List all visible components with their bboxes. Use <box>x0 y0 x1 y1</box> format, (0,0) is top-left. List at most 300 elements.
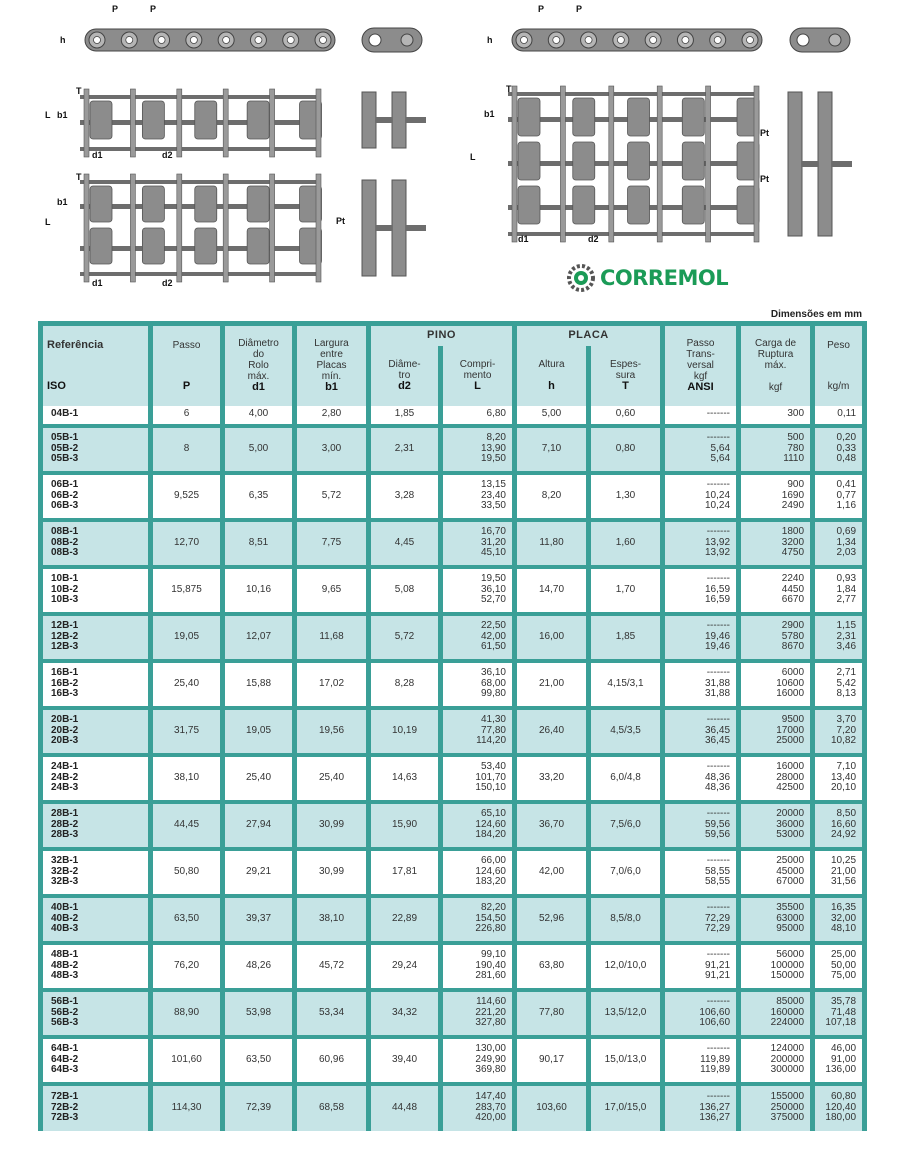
cell-pino-comprimento-line: 68,00 <box>480 677 506 689</box>
cell-carga-line: 160000 <box>770 1006 805 1018</box>
cell-pino-comprimento-line: 6,80 <box>486 408 506 420</box>
cell-passo-transversal-line: ------- <box>706 408 731 420</box>
pin <box>223 89 228 157</box>
cell-passo-transversal-line: ------- <box>706 761 731 773</box>
cell-pino-comprimento-line: 114,60 <box>476 996 506 1008</box>
cell-peso <box>813 614 865 661</box>
cell-peso-line: 0,93 <box>836 573 857 585</box>
roller-block <box>682 142 704 180</box>
cell-referencia <box>41 473 151 520</box>
cell-carga-line: 16000 <box>776 688 805 700</box>
cell-passo-transversal-line: ------- <box>706 855 731 867</box>
cell-passo-transversal-line: 10,24 <box>704 500 731 512</box>
cell-passo-transversal-line: 10,24 <box>704 489 731 501</box>
cell-carga-line: 95000 <box>776 923 805 935</box>
label-t: T <box>506 84 512 94</box>
table-row <box>41 708 865 755</box>
cell-peso-line: 0,77 <box>836 489 857 501</box>
chain-pin-hole <box>320 37 327 44</box>
cell-pino-diametro: 14,63 <box>369 755 441 802</box>
cell-peso-line: 2,77 <box>836 594 857 606</box>
header-ansi-sym: ANSI <box>687 381 714 394</box>
cell-pino-comprimento-line: 19,50 <box>480 573 506 585</box>
cell-pino-diametro: 44,48 <box>369 1084 441 1131</box>
cell-pino-comprimento-line: 147,40 <box>475 1091 506 1103</box>
cell-referencia-line: 72B-1 <box>51 1091 79 1103</box>
cell-pino-comprimento <box>441 708 515 755</box>
header-d1-sym: d1 <box>252 381 265 394</box>
cell-passo-transversal <box>663 896 739 943</box>
cell-pino-comprimento-line: 16,70 <box>480 526 506 538</box>
end-pin <box>832 161 852 167</box>
cell-largura: 5,72 <box>295 473 369 520</box>
header-passo-label: Passo <box>172 339 201 351</box>
cell-referencia-line: 16B-2 <box>51 677 79 689</box>
cell-pino-comprimento-line: 41,30 <box>480 714 506 726</box>
chain-pin-hole <box>126 37 133 44</box>
pin <box>177 89 182 157</box>
cell-pino-comprimento-line: 130,00 <box>475 1043 506 1055</box>
roller-block <box>573 186 595 224</box>
header-diametro-rolo-label <box>229 338 288 382</box>
cell-carga-line: 45000 <box>776 865 805 877</box>
cell-placa-altura: 36,70 <box>515 802 589 849</box>
header-line: Rolo <box>248 360 269 372</box>
cell-referencia <box>41 614 151 661</box>
logo-text: CORREMOL <box>600 266 729 290</box>
cell-peso-line: 180,00 <box>825 1112 857 1124</box>
label-pt: Pt <box>760 174 769 184</box>
cell-referencia <box>41 520 151 567</box>
cell-placa-altura: 26,40 <box>515 708 589 755</box>
label-h: h <box>60 35 66 45</box>
cell-placa-altura: 21,00 <box>515 661 589 708</box>
cell-peso-line: 136,00 <box>825 1064 857 1076</box>
cell-pino-comprimento <box>441 520 515 567</box>
cell-carga-line: 224000 <box>770 1017 805 1029</box>
pin <box>270 89 275 157</box>
cell-peso <box>813 802 865 849</box>
cell-diametro-rolo: 19,05 <box>223 708 295 755</box>
cell-carga-line: 900 <box>787 479 805 491</box>
cell-referencia-line: 28B-1 <box>51 808 79 820</box>
cell-passo-transversal-line: 19,46 <box>704 641 731 653</box>
cell-peso-line: 20,10 <box>830 782 857 794</box>
cell-referencia-line: 08B-3 <box>51 547 79 559</box>
roller-block <box>90 101 112 139</box>
label-p: P <box>576 4 583 14</box>
chain-end-hole <box>829 34 841 46</box>
cell-diametro-rolo: 4,00 <box>223 406 295 426</box>
cell-pino-comprimento-line: 150,10 <box>475 782 506 794</box>
cell-passo-transversal <box>663 849 739 896</box>
roller-block <box>518 98 540 136</box>
roller-block <box>195 101 217 139</box>
cell-passo-transversal <box>663 567 739 614</box>
cell-passo: 76,20 <box>151 943 223 990</box>
header-T-sym: T <box>622 380 629 392</box>
table-row <box>41 567 865 614</box>
cell-carga-line: 200000 <box>770 1053 805 1065</box>
cell-peso-line: 0,20 <box>836 432 857 444</box>
header-pino-comprimento <box>441 346 515 406</box>
cell-peso <box>813 1037 865 1084</box>
plate-edge <box>80 147 320 151</box>
units-note: Dimensões em mm <box>770 309 862 320</box>
cell-carga <box>739 661 813 708</box>
cell-pino-comprimento-line: 99,10 <box>480 949 506 961</box>
cell-passo-transversal-line: 19,46 <box>704 630 731 642</box>
cell-passo-transversal <box>663 708 739 755</box>
cell-referencia-line: 12B-3 <box>51 641 79 653</box>
header-line: tro <box>398 370 411 381</box>
cell-pino-comprimento-line: 190,40 <box>475 959 506 971</box>
cell-referencia-line: 04B-1 <box>51 408 79 420</box>
cell-passo-transversal-line: 106,60 <box>699 1006 731 1018</box>
cell-passo: 8 <box>151 426 223 473</box>
cell-referencia-line: 12B-1 <box>51 620 79 632</box>
cell-passo-transversal-line: ------- <box>706 526 731 538</box>
roller-block <box>90 186 112 222</box>
label-l: L <box>470 152 476 162</box>
cell-carga-line: 53000 <box>776 829 805 841</box>
cell-passo: 88,90 <box>151 990 223 1037</box>
header-largura <box>295 324 369 406</box>
cell-passo-transversal-line: 5,64 <box>710 442 731 454</box>
cell-largura: 19,56 <box>295 708 369 755</box>
cell-carga-line: 150000 <box>770 970 805 982</box>
header-line: Passo <box>686 338 715 350</box>
end-plate <box>362 180 376 276</box>
cell-passo-transversal-line: 13,92 <box>704 547 731 559</box>
cell-passo: 114,30 <box>151 1084 223 1131</box>
cell-peso-line: 16,60 <box>830 818 857 830</box>
cell-referencia-line: 10B-3 <box>51 594 79 606</box>
cell-passo-transversal <box>663 802 739 849</box>
cell-referencia-line: 32B-1 <box>51 855 79 867</box>
cell-peso-line: 1,16 <box>836 500 857 512</box>
cell-placa-espessura: 1,30 <box>589 473 663 520</box>
cell-peso <box>813 896 865 943</box>
chain-pin-hole <box>190 37 197 44</box>
cell-passo-transversal-line: ------- <box>706 949 731 961</box>
cell-pino-comprimento-line: 53,40 <box>480 761 506 773</box>
pin <box>177 174 182 282</box>
table-row <box>41 1037 865 1084</box>
cell-carga <box>739 567 813 614</box>
table-row <box>41 990 865 1037</box>
cell-placa-espessura: 0,80 <box>589 426 663 473</box>
cell-referencia-line: 05B-2 <box>51 442 79 454</box>
cell-pino-comprimento <box>441 943 515 990</box>
cell-placa-espessura: 4,15/3,1 <box>589 661 663 708</box>
cell-passo: 15,875 <box>151 567 223 614</box>
cell-referencia-line: 32B-3 <box>51 876 79 888</box>
cell-carga-line: 36000 <box>776 818 805 830</box>
header-ref-iso: ISO <box>47 379 66 392</box>
chain-spec-table <box>38 321 867 1131</box>
end-plate <box>392 180 406 276</box>
cell-peso-line: 60,80 <box>830 1091 857 1103</box>
cell-referencia <box>41 1037 151 1084</box>
cell-referencia-line: 56B-2 <box>51 1006 79 1018</box>
cell-pino-comprimento-line: 99,80 <box>480 688 506 700</box>
header-line: Largura <box>314 338 349 350</box>
header-passo-transversal-label <box>669 338 732 382</box>
header-line: Compri- <box>459 359 496 370</box>
roller-block <box>247 101 269 139</box>
cell-referencia-line: 32B-2 <box>51 865 79 877</box>
cell-peso-line: 46,00 <box>830 1043 857 1055</box>
cell-carga-line: 4450 <box>781 583 805 595</box>
cell-referencia <box>41 990 151 1037</box>
cell-peso-line: 75,00 <box>830 970 857 982</box>
cell-peso-line: 3,46 <box>836 641 857 653</box>
cell-peso-line: 0,41 <box>836 479 857 491</box>
cell-referencia <box>41 896 151 943</box>
roller-block <box>247 228 269 264</box>
pin <box>84 174 89 282</box>
chain-pin-hole <box>255 37 262 44</box>
plate-edge <box>80 272 320 276</box>
cell-peso-line: 0,11 <box>837 408 857 420</box>
cell-diametro-rolo: 48,26 <box>223 943 295 990</box>
cell-referencia-line: 16B-3 <box>51 688 79 700</box>
pin <box>130 174 135 282</box>
cell-pino-comprimento <box>441 1084 515 1131</box>
cell-carga <box>739 802 813 849</box>
cell-passo: 31,75 <box>151 708 223 755</box>
cell-pino-diametro: 5,08 <box>369 567 441 614</box>
cell-placa-altura: 33,20 <box>515 755 589 802</box>
cell-peso-line: 10,82 <box>830 735 857 747</box>
cell-placa-altura: 5,00 <box>515 406 589 426</box>
cell-peso-line: 71,48 <box>830 1006 857 1018</box>
cell-carga-line: 25000 <box>776 735 805 747</box>
roller-block <box>573 98 595 136</box>
cell-pino-comprimento-line: 184,20 <box>475 829 506 841</box>
header-placa-espessura <box>589 346 663 406</box>
cell-peso-line: 0,33 <box>836 442 857 454</box>
cell-passo-transversal <box>663 614 739 661</box>
cell-carga-line: 20000 <box>776 808 805 820</box>
pin <box>560 86 565 242</box>
cell-peso-line: 3,70 <box>836 714 857 726</box>
cell-largura: 45,72 <box>295 943 369 990</box>
cell-peso-line: 32,00 <box>830 912 857 924</box>
cell-diametro-rolo: 5,00 <box>223 426 295 473</box>
cell-carga-line: 1110 <box>783 453 805 465</box>
cell-diametro-rolo: 25,40 <box>223 755 295 802</box>
label-d1: d1 <box>92 150 103 160</box>
cell-carga-line: 1690 <box>781 489 805 501</box>
roller-block <box>573 142 595 180</box>
cell-peso-line: 16,35 <box>830 902 857 914</box>
cell-pino-comprimento <box>441 661 515 708</box>
cell-referencia <box>41 708 151 755</box>
label-b1: b1 <box>57 197 68 207</box>
label-d2: d2 <box>588 234 599 244</box>
cell-referencia-line: 20B-3 <box>51 735 79 747</box>
header-b1-sym: b1 <box>325 381 338 394</box>
cell-pino-comprimento-line: 45,10 <box>480 547 506 559</box>
cell-pino-comprimento-line: 19,50 <box>480 453 506 465</box>
label-l: L <box>45 217 51 227</box>
cell-pino-diametro: 39,40 <box>369 1037 441 1084</box>
cell-pino-comprimento-line: 33,50 <box>480 500 506 512</box>
end-pin <box>406 225 426 231</box>
cell-carga <box>739 943 813 990</box>
chain-diagram-figure <box>0 0 902 300</box>
cell-peso <box>813 708 865 755</box>
cell-peso-line: 0,48 <box>836 453 857 465</box>
cell-passo-transversal-line: ------- <box>706 714 731 726</box>
cell-pino-diametro: 4,45 <box>369 520 441 567</box>
cell-carga-line: 6000 <box>781 667 805 679</box>
cell-peso-line: 25,00 <box>830 949 857 961</box>
cell-pino-comprimento-line: 101,70 <box>475 771 506 783</box>
header-pino-diametro-label <box>375 359 434 381</box>
pin <box>754 86 759 242</box>
cell-diametro-rolo: 63,50 <box>223 1037 295 1084</box>
cell-referencia <box>41 426 151 473</box>
cell-passo-transversal-line: 72,29 <box>704 923 731 935</box>
cell-passo: 101,60 <box>151 1037 223 1084</box>
cell-passo-transversal-line: 36,45 <box>704 735 731 747</box>
cell-placa-espessura: 15,0/13,0 <box>589 1037 663 1084</box>
cell-carga-line: 16000 <box>776 761 805 773</box>
cell-carga-line: 4750 <box>781 547 805 559</box>
cell-referencia-line: 24B-2 <box>51 771 79 783</box>
cell-referencia-line: 48B-3 <box>51 970 79 982</box>
cell-carga-line: 2490 <box>781 500 805 512</box>
cell-peso-line: 5,42 <box>836 677 857 689</box>
cell-placa-espessura: 7,5/6,0 <box>589 802 663 849</box>
header-line: mento <box>463 370 492 381</box>
cell-passo-transversal-line: ------- <box>706 573 731 585</box>
label-l: L <box>45 110 51 120</box>
cell-placa-espessura: 7,0/6,0 <box>589 849 663 896</box>
cell-passo-transversal-line: ------- <box>706 996 731 1008</box>
cell-passo-transversal-line: 13,92 <box>704 536 731 548</box>
chain-end-hole <box>401 34 413 46</box>
cell-referencia-line: 56B-3 <box>51 1017 79 1029</box>
cell-placa-altura: 8,20 <box>515 473 589 520</box>
cell-referencia-line: 40B-2 <box>51 912 79 924</box>
cell-passo-transversal-line: 119,89 <box>700 1053 731 1065</box>
cell-largura: 2,80 <box>295 406 369 426</box>
cell-referencia-line: 20B-1 <box>51 714 79 726</box>
cell-pino-comprimento-line: 82,20 <box>480 902 506 914</box>
cell-carga-line: 67000 <box>776 876 805 888</box>
header-line: Trans- <box>686 349 715 361</box>
chain-spec-table-wrapper <box>38 321 862 1131</box>
cell-passo-transversal-line: 36,45 <box>704 724 731 736</box>
cell-peso-line: 24,92 <box>830 829 857 841</box>
cell-pino-comprimento-line: 420,00 <box>475 1112 506 1124</box>
pin <box>223 174 228 282</box>
cell-diametro-rolo: 8,51 <box>223 520 295 567</box>
roller-block <box>90 228 112 264</box>
cell-peso <box>813 755 865 802</box>
header-placa: PLACA <box>515 324 663 346</box>
cell-pino-comprimento-line: 249,90 <box>475 1053 506 1065</box>
cell-pino-comprimento <box>441 755 515 802</box>
cell-placa-espessura: 1,70 <box>589 567 663 614</box>
cell-placa-altura: 16,00 <box>515 614 589 661</box>
cell-passo: 9,525 <box>151 473 223 520</box>
cell-placa-altura: 63,80 <box>515 943 589 990</box>
header-line: entre <box>320 349 343 361</box>
end-pin <box>376 117 392 123</box>
cell-carga <box>739 755 813 802</box>
pin <box>657 86 662 242</box>
label-t: T <box>76 86 82 96</box>
cell-passo: 12,70 <box>151 520 223 567</box>
cell-passo-transversal-line: ------- <box>706 1091 731 1103</box>
cell-passo-transversal <box>663 426 739 473</box>
cell-referencia <box>41 849 151 896</box>
cell-peso <box>813 661 865 708</box>
cell-peso <box>813 473 865 520</box>
chain-pin-hole <box>94 37 101 44</box>
cell-peso-line: 2,31 <box>836 630 857 642</box>
cell-passo-transversal-line: ------- <box>706 432 731 444</box>
header-d2-sym: d2 <box>398 380 411 392</box>
cell-referencia <box>41 802 151 849</box>
chain-diagrams <box>0 0 902 300</box>
label-p: P <box>112 4 119 14</box>
cell-passo-transversal-line: 72,29 <box>704 912 731 924</box>
label-pt: Pt <box>760 128 769 138</box>
chain-pin-hole <box>521 37 528 44</box>
chain-pin-hole <box>714 37 721 44</box>
cell-passo-transversal-line: 58,55 <box>704 865 731 877</box>
table-row <box>41 520 865 567</box>
cell-placa-espessura: 6,0/4,8 <box>589 755 663 802</box>
cell-referencia <box>41 943 151 990</box>
cell-carga <box>739 426 813 473</box>
cell-largura: 30,99 <box>295 849 369 896</box>
cell-referencia-line: 48B-1 <box>51 949 79 961</box>
cell-passo-transversal-line: ------- <box>706 667 731 679</box>
header-line: sura <box>615 370 636 381</box>
chain-pin-hole <box>617 37 624 44</box>
label-t: T <box>76 172 82 182</box>
cell-pino-diametro: 17,81 <box>369 849 441 896</box>
cell-pino-comprimento-line: 52,70 <box>480 594 506 606</box>
table-row <box>41 1084 865 1131</box>
cell-peso-line: 13,40 <box>830 771 857 783</box>
label-h: h <box>487 35 493 45</box>
cell-placa-altura: 90,17 <box>515 1037 589 1084</box>
table-row <box>41 896 865 943</box>
cell-pino-comprimento-line: 124,60 <box>475 818 506 830</box>
pin <box>316 174 321 282</box>
cell-passo-transversal <box>663 661 739 708</box>
cell-passo-transversal-line: 91,21 <box>704 959 731 971</box>
cell-placa-altura: 11,80 <box>515 520 589 567</box>
cell-referencia-line: 12B-2 <box>51 630 79 642</box>
cell-pino-comprimento-line: 154,50 <box>475 912 506 924</box>
cell-referencia-line: 08B-1 <box>51 526 79 538</box>
cell-largura: 60,96 <box>295 1037 369 1084</box>
cell-diametro-rolo: 6,35 <box>223 473 295 520</box>
cell-largura: 25,40 <box>295 755 369 802</box>
cell-passo-transversal-line: 31,88 <box>704 688 731 700</box>
header-passo <box>151 324 223 406</box>
header-peso <box>813 324 865 406</box>
